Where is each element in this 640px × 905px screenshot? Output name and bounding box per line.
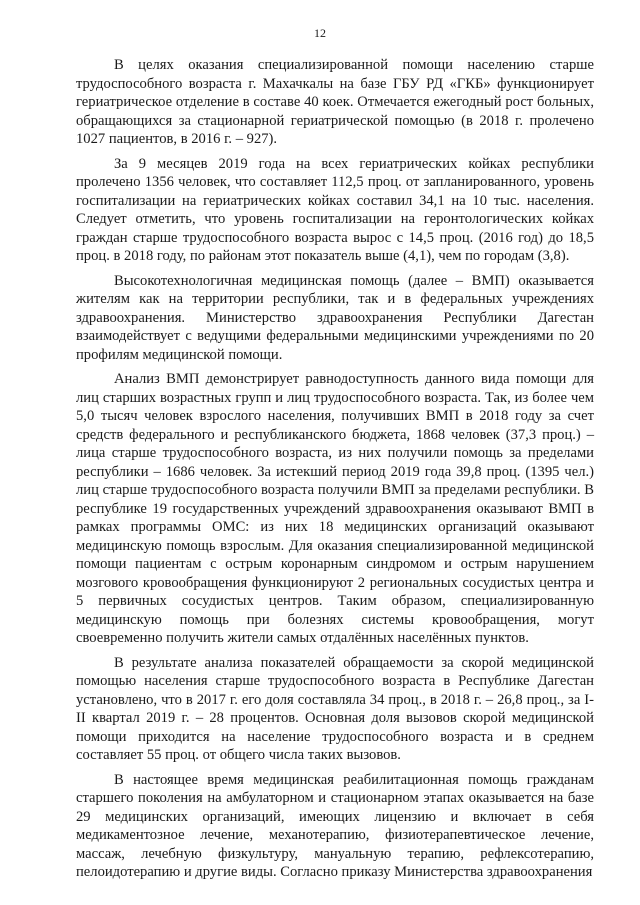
page-number: 12 <box>314 26 326 40</box>
paragraph: За 9 месяцев 2019 года на всех гериатрических койках республики пролечено 1356 человек, что составляет 112,5 проц. от запланированного, уровень госпитализации на гериатрических койках составил 34,1 на 10 тыс. населения. Следует отметить, что уровень госпитализации на геронтологических койках граждан старше трудоспособного возраста вырос с 14,5 проц. (2016 год) до 18,5 проц. в 2018 году, по районам этот показатель выше (4,1), чем по городам (3,8). <box>76 155 594 264</box>
document-body <box>76 56 594 888</box>
paragraph: Высокотехнологичная медицинская помощь (далее – ВМП) оказывается жителям как на территории республики, так и в федеральных учреждениях здравоохранения. Министерство здравоохранения Республики Дагестан взаимодействует с ведущими федеральными медицинскими учреждениями по 20 профилям медицинской помощи. <box>76 272 594 363</box>
paragraph: В результате анализа показателей обращаемости за скорой медицинской помощью населения старше трудоспособного возраста в Республике Дагестан установлено, что в 2017 г. его доля составляла 34 проц., в 2018 г. – 26,8 проц., за I-II квартал 2019 г. – 28 процентов. Основная доля вызовов скорой медицинской помощи приходится на население трудоспособного возраста и в среднем составляет 55 проц. от общего числа таких вызовов. <box>76 654 594 763</box>
paragraph: Анализ ВМП демонстрирует равнодоступность данного вида помощи для лиц старших возрастных групп и лиц трудоспособного возраста. Так, из более чем 5,0 тысяч человек взрослого населения, получивших ВМП в 2018 году за счет средств федерального и республиканского бюджета, 1868 человек (37,3 проц.) – лица старше трудоспособного возраста, из них получили помощь за пределами республики – 1686 человек. За истекший период 2019 года 39,8 проц. (1395 чел.) лиц старше трудоспособного возраста получили ВМП за пределами республики. В республике 19 государственных учреждений здравоохранения оказывают ВМП в рамках программы ОМС: из них 18 медицинских организаций оказывают медицинскую помощь взрослым. Для оказания специализированной медицинской помощи пациентам с острым коронарным синдромом и острым нарушением мозгового кровообращения функционируют 2 региональных сосудистых центра и 5 первичных сосудистых центров. Таким образом, специализированную медицинскую помощь при болезнях системы кровообращения, могут своевременно получить жители самых отдалённых населённых пунктов. <box>76 371 594 646</box>
paragraph: В целях оказания специализированной помощи населению старше трудоспособного возраста г. Махачкалы на базе ГБУ РД «ГКБ» функционирует гериатрическое отделение в составе 40 коек. Отмечается ежегодный рост больных, обращающихся за стационарной гериатрической помощью (в 2018 г. пролечено 1027 пациентов, в 2016 г. – 927). <box>76 57 594 147</box>
paragraph: В настоящее время медицинская реабилитационная помощь гражданам старшего поколения на амбулаторном и стационарном этапах оказывается на базе 29 медицинских организаций, имеющих лицензию и включает в себя медикаментозное лечение, механотерапию, физиотерапевтическое лечение, массаж, лечебную физкультуру, мануальную терапию, рефлексотерапию, пелоидотерапию и другие виды. Согласно приказу Министерства здравоохранения <box>76 771 594 880</box>
